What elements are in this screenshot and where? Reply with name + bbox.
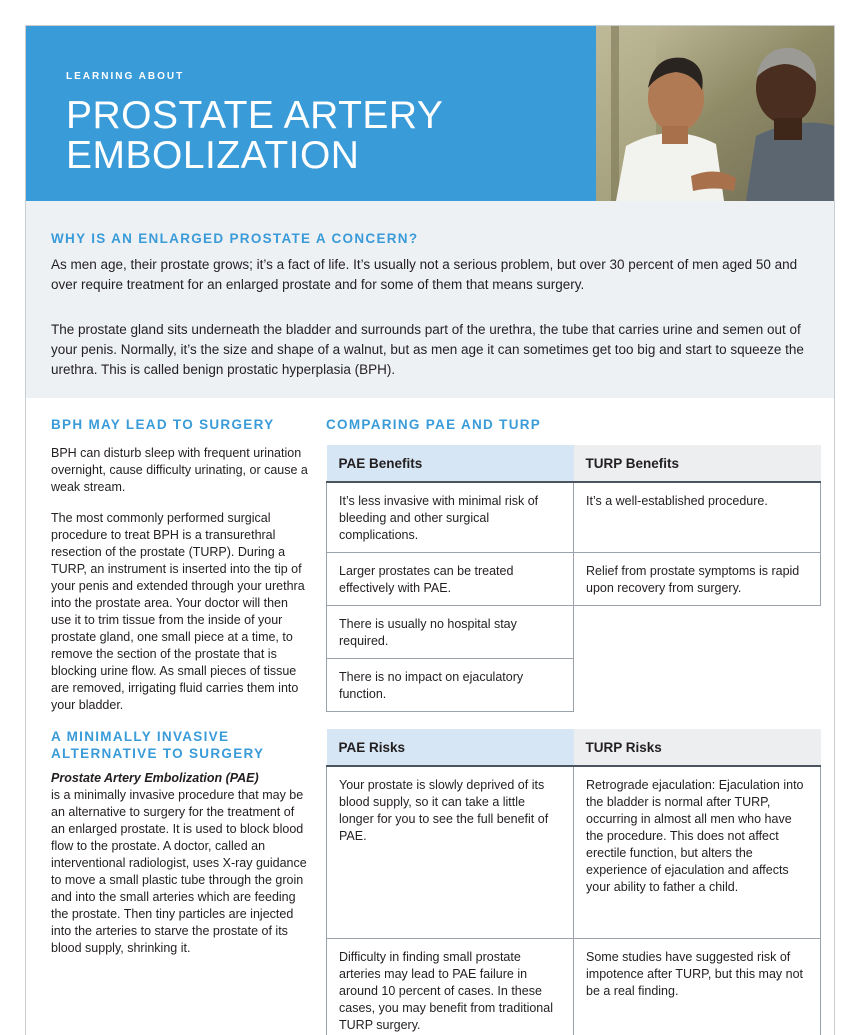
pae-benefit-cell: Larger prostates can be treated effectively with PAE. <box>327 553 574 606</box>
turp-benefits-header: TURP Benefits <box>574 445 821 482</box>
right-column <box>326 416 821 1035</box>
pae-benefit-cell: There is usually no hospital stay required. <box>327 606 574 659</box>
pae-risk-cell: Difficulty in finding small prostate arteries may lead to PAE failure in around 10 percent of cases. In these cases, you may benefit from traditional TURP surgery. <box>327 938 574 1035</box>
bph-surgery-heading: BPH MAY LEAD TO SURGERY <box>51 417 275 432</box>
title-line-2: EMBOLIZATION <box>66 134 360 177</box>
intro-heading: WHY IS AN ENLARGED PROSTATE A CONCERN? <box>51 231 419 246</box>
table-row <box>327 938 821 1035</box>
turp-paragraph: The most commonly performed surgical procedure to treat BPH is a transurethral resection of the prostate (TURP). During a TURP, an instrument is inserted into the tip of your penis and extended through your urethra into the prostate area. Your doctor will then use it to trim tissue from the inside of your prostate gland, one small piece at a time, to remove the section of the prostate that is blocking urine flow. As small pieces of tissue are removed, irrigating fluid carries them into your bladder. <box>51 511 305 712</box>
pae-benefit-cell: It’s less invasive with minimal risk of bleeding and other surgical complications. <box>327 482 574 553</box>
turp-risks-header: TURP Risks <box>574 729 821 766</box>
table-row <box>327 659 821 712</box>
empty-cell <box>574 606 821 659</box>
title-line-1: PROSTATE ARTERY <box>66 94 444 137</box>
page-title <box>66 96 443 176</box>
turp-risk-cell: Retrograde ejaculation: Ejaculation into the bladder is normal after TURP, occurring in almost all men who have the procedure. This does not affect erectile function, but alters the experience of ejaculation and affects your ability to father a child. <box>574 766 821 938</box>
bph-paragraph: BPH can disturb sleep with frequent urination overnight, cause difficulty urinating, or cause a weak stream. <box>51 446 308 494</box>
table-row <box>327 766 821 938</box>
turp-risk-cell: Some studies have suggested risk of impotence after TURP, but this may not be a real finding. <box>574 938 821 1035</box>
empty-cell <box>574 659 821 712</box>
benefits-table <box>326 445 821 712</box>
risks-table <box>326 729 821 1035</box>
header-banner <box>26 26 835 201</box>
pae-paragraph <box>51 770 311 957</box>
pae-benefit-cell: There is no impact on ejaculatory function. <box>327 659 574 712</box>
turp-benefit-cell: Relief from prostate symptoms is rapid upon recovery from surgery. <box>574 553 821 606</box>
turp-benefit-cell: It’s a well-established procedure. <box>574 482 821 553</box>
table-row <box>327 606 821 659</box>
risks-header-row <box>327 729 821 766</box>
benefits-header-row <box>327 445 821 482</box>
pae-benefits-header: PAE Benefits <box>327 445 574 482</box>
eyebrow-label: LEARNING ABOUT <box>66 71 185 82</box>
header-photo <box>596 26 835 201</box>
left-column <box>51 416 311 971</box>
intro-paragraph-2: The prostate gland sits underneath the bladder and surrounds part of the urethra, the tube that carries urine and semen out of your penis. Normally, it’s the size and shape of a walnut, but as men age it can sometimes get too big and start to squeeze the urethra. This is called benign prostatic hyperplasia (BPH). <box>51 322 804 377</box>
document-page <box>25 25 835 1035</box>
alternative-heading: A MINIMALLY INVASIVE ALTERNATIVE TO SURGERY <box>51 729 265 761</box>
pae-risk-cell: Your prostate is slowly deprived of its blood supply, so it can take a little longer for you to see the full benefit of PAE. <box>327 766 574 938</box>
pae-term: Prostate Artery Embolization (PAE) <box>51 771 259 785</box>
table-row <box>327 482 821 553</box>
intro-section <box>26 201 835 398</box>
table-row <box>327 553 821 606</box>
pae-description: is a minimally invasive procedure that may be an alternative to surgery for the treatment of an enlarged prostate. It is used to block blood flow to the prostate. A doctor, called an interventional radiologist, uses X-ray guidance to move a small plastic tube through the groin and into the small arteries which are feeding the prostate. Then tiny particles are injected into the arteries to starve the prostate of its blood supply, shrinking it. <box>51 788 307 955</box>
pae-risks-header: PAE Risks <box>327 729 574 766</box>
comparison-heading: COMPARING PAE AND TURP <box>326 417 542 432</box>
intro-paragraph-1: As men age, their prostate grows; it’s a fact of life. It’s usually not a serious problem, but over 30 percent of men aged 50 and over require treatment for an enlarged prostate and for some of them that means surgery. <box>51 257 798 292</box>
two-men-photo <box>596 26 835 201</box>
